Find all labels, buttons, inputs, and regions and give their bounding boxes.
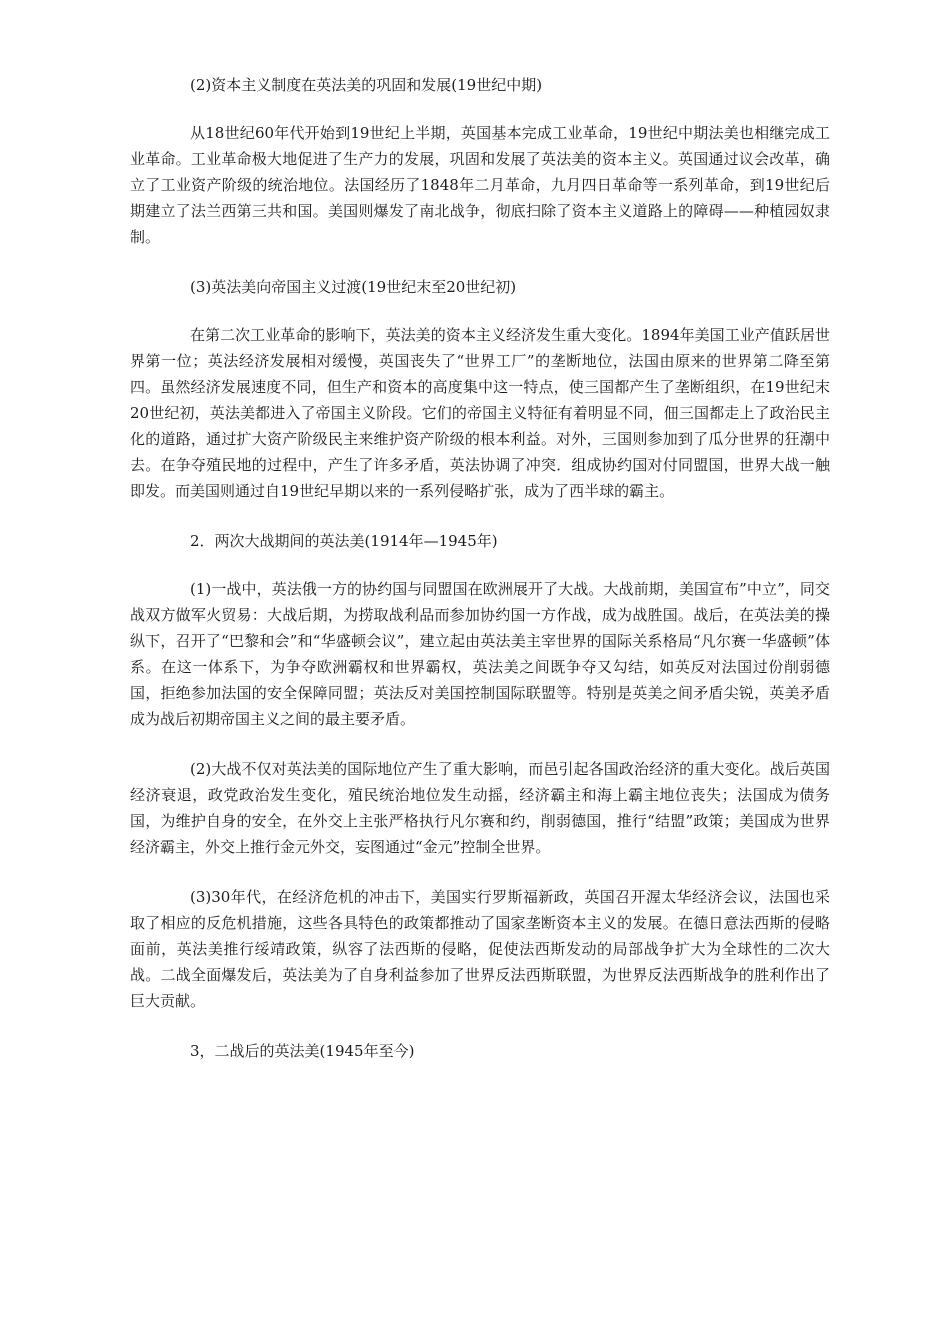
section-heading-3: (3)英法美向帝国主义过渡(19世纪末至20世纪初) (190, 278, 517, 296)
paragraph-wwi: (1)一战中，英法俄一方的协约国与同盟国在欧洲展开了大战。大战前期，美国宣布”中立”，同交战双方做军火贸易：大战后期，为捞取战利品而参加协约国一方作战，成为战胜国。战后，在英法美的操纵下，召开了“巴黎和会”和“华盛顿会议”，建立起由英法美主宰世界的国际关系格局“凡尔赛一华盛顿”体系。在这一体系下，为争夺欧洲霸权和世界霸权，英法美之间既争夺又勾结，如英反对法国过份削弱德国，拒绝参加法国的安全保障同盟；英法反对美国控制国际联盟等。特别是英美之间矛盾尖锐，英美矛盾成为战后初期帝国主义之间的最主要矛盾。 (130, 580, 830, 728)
chapter-heading-interwar: 2．两次大战期间的英法美(1914年—1945年) (190, 532, 498, 550)
section-heading-2: (2)资本主义制度在英法美的巩固和发展(19世纪中期) (190, 76, 543, 94)
document-page (130, 72, 830, 1064)
paragraph-postwar-changes: (2)大战不仅对英法美的国际地位产生了重大影响，而邑引起各国政治经济的重大变化。战后英国经济衰退，政党政治发生变化，殖民统治地位发生动摇，经济霸主和海上霸主地位丧失；法国成为债务国，为维护自身的安全，在外交上主张严格执行凡尔赛和约，削弱德国，推行“结盟”政策；美国成为世界经济霸主，外交上推行金元外交，妄图通过“金元”控制全世界。 (130, 760, 830, 856)
paragraph-consolidation: 从18世纪60年代开始到19世纪上半期，英国基本完成工业革命，19世纪中期法美也相继完成工业革命。工业革命极大地促进了生产力的发展，巩固和发展了英法美的资本主义。英国通过议会改革，确立了工业资产阶级的统治地位。法国经历了1848年二月革命，九月四日革命等一系列革命，到19世纪后期建立了法兰西第三共和国。美国则爆发了南北战争，彻底扫除了资本主义道路上的障碍——种植园奴隶制。 (130, 124, 830, 246)
paragraph-1930s: (3)30年代，在经济危机的冲击下，美国实行罗斯福新政，英国召开渥太华经济会议，法国也采取了相应的反危机措施，这些各具特色的政策都推动了国家垄断资本主义的发展。在德日意法西斯的侵略面前，英法美推行绥靖政策，纵容了法西斯的侵略，促使法西斯发动的局部战争扩大为全球性的二次大战。二战全面爆发后，英法美为了自身利益参加了世界反法西斯联盟，为世界反法西斯战争的胜利作出了巨大贡献。 (130, 888, 830, 1010)
paragraph-imperialism: 在第二次工业革命的影响下，英法美的资本主义经济发生重大变化。1894年美国工业产值跃居世界第一位；英法经济发展相对缓慢，英国丧失了“世界工厂”的垄断地位，法国由原来的世界第二降至第四。虽然经济发展速度不同，但生产和资本的高度集中这一特点，使三国都产生了垄断组织，在19世纪末20世纪初，英法美都进入了帝国主义阶段。它们的帝国主义特征有着明显不同，佃三国都走上了政治民主化的道路，通过扩大资产阶级民主来维护资产阶级的根本利益。对外，三国则参加到了瓜分世界的狂潮中去。在争夺殖民地的过程中，产生了许多矛盾，英法协调了冲突．组成协约国对付同盟国，世界大战一触即发。而美国则通过自19世纪早期以来的一系列侵略扩张，成为了西半球的霸主。 (130, 326, 830, 500)
chapter-heading-postwar: 3，二战后的英法美(1945年至今) (190, 1042, 415, 1060)
